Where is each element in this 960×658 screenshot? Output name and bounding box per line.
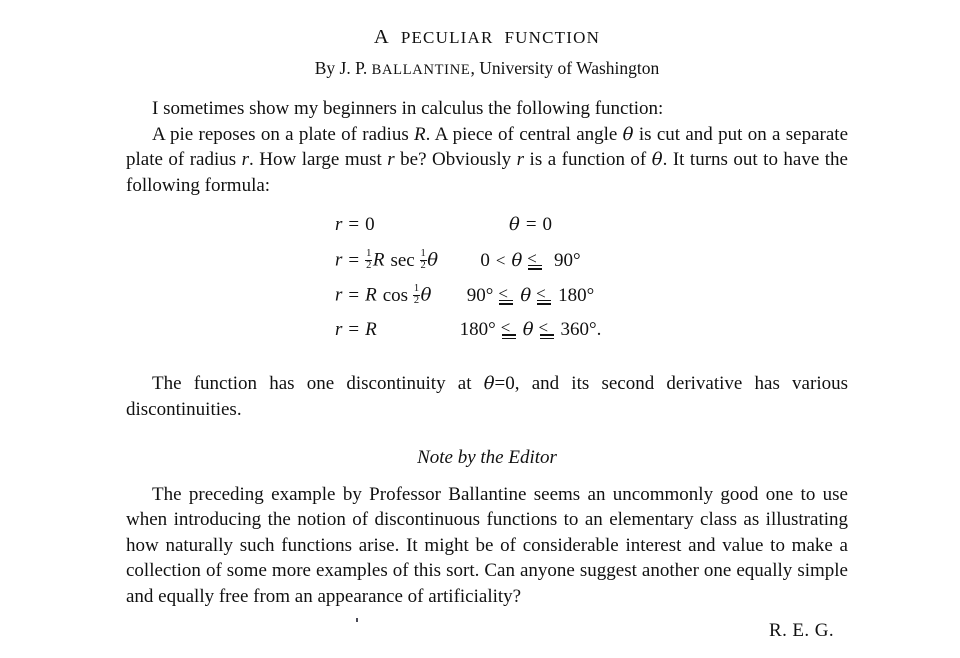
formula-3-func-cos: cos — [382, 284, 409, 306]
discontinuity-equation: =0 — [494, 373, 515, 395]
setup-symbol-theta-2: θ — [651, 149, 663, 171]
formula-1-lhs — [126, 214, 375, 236]
discontinuity-symbol-theta: θ — [483, 373, 495, 395]
setup-text-1: A pie reposes on a plate of radius — [152, 123, 415, 145]
formula-3-symbol-R: R — [365, 284, 377, 306]
formula-2-fraction-half: $\frac{1}{2}$ — [366, 248, 372, 271]
formula-3-equals: = — [348, 284, 360, 306]
formula-4-cond-right: 360°. — [560, 319, 602, 341]
formula-2-func-sec: sec — [390, 249, 415, 271]
formula-3-var: r — [335, 284, 343, 306]
formula-2-symbol-theta: θ — [427, 249, 439, 271]
formula-1-equals: = — [348, 214, 360, 236]
formula-1-cond-theta: θ — [508, 214, 520, 236]
byline-prefix: By J. P. — [314, 58, 368, 78]
formula-4-expr: R — [365, 319, 377, 341]
editor-signature: R. E. G. — [769, 619, 834, 641]
formula-4-equals: = — [348, 319, 360, 341]
discontinuity-text-2: , and its second derivative has various discontinuities. — [126, 373, 848, 420]
formula-3-cond-right: 180° — [558, 284, 595, 306]
formula-4-cond-left: 180° — [459, 319, 496, 341]
setup-symbol-R: R — [414, 123, 426, 145]
text-column — [126, 0, 848, 643]
formula-1-cond-equals: = — [525, 214, 537, 236]
title-lead: A — [373, 26, 390, 48]
formula-row-2 — [126, 249, 848, 284]
paragraph-editor-note: The preceding example by Professor Ballantine seems an uncommonly good one to use when introducing the notion of discontinuous functions to an elementary class as illustrating how naturally such functions arise. It might be of considerable interest and value to make a collection of some more examples of this sort. Can anyone suggest another one equally simple and equally free from an appearance of artificiality? — [126, 483, 848, 607]
title-word-peculiar: PECULIAR — [400, 28, 494, 47]
formula-1-cond-right: 0 — [542, 214, 553, 236]
formula-2-fraction-half-2: $\frac{1}{2}$ — [420, 248, 426, 271]
formula-3-leqq-icon-2 — [536, 287, 553, 306]
formula-4-condition — [361, 319, 848, 341]
formula-4-lhs — [126, 319, 377, 341]
formula-3-cond-theta: θ — [520, 284, 532, 306]
setup-text-2: . A piece of central angle — [425, 123, 623, 145]
setup-text-5: be? Obviously — [394, 149, 517, 171]
setup-symbol-theta-1: θ — [622, 123, 634, 145]
formula-2-cond-right: 90° — [554, 249, 581, 271]
formula-3-leqq-icon-1 — [498, 287, 515, 306]
formula-row-3 — [126, 284, 848, 319]
page-title — [126, 24, 848, 51]
setup-symbol-r-2: r — [387, 149, 395, 171]
byline — [126, 57, 848, 82]
formula-2-less-than: < — [495, 250, 506, 270]
formula-1-var: r — [335, 214, 343, 236]
setup-text-3: is cut and put on a separate plate of radius — [126, 123, 849, 171]
discontinuity-text-1: The function has one discontinuity at — [152, 373, 484, 395]
paragraph-intro — [126, 96, 848, 122]
formula-row-1 — [126, 214, 848, 249]
formula-2-var: r — [335, 249, 343, 271]
paragraph-discontinuity — [126, 371, 848, 422]
byline-affiliation: , University of Washington — [470, 58, 660, 78]
paragraph-intro-text: I sometimes show my beginners in calculus the following function: — [152, 98, 664, 119]
formula-3-cond-left: 90° — [466, 284, 494, 306]
formula-1-condition — [361, 214, 848, 236]
formula-row-4 — [126, 319, 848, 354]
setup-text-7: . It turns out to have the following formula: — [126, 149, 848, 196]
setup-text-6: is a function of — [524, 149, 652, 171]
formula-3-lhs — [126, 283, 432, 306]
formula-4-leqq-icon-1 — [501, 321, 518, 340]
formula-1-expr: 0 — [365, 214, 375, 236]
formula-2-lhs — [126, 248, 439, 271]
formula-2-cond-left: 0 — [480, 249, 490, 271]
formula-2-leqq-icon — [527, 252, 544, 271]
setup-text-4: . How large must — [249, 149, 388, 171]
formula-4-leqq-icon-2 — [539, 321, 556, 340]
formula-display — [126, 214, 848, 354]
formula-3-fraction-half: $\frac{1}{2}$ — [413, 283, 420, 306]
formula-2-cond-theta: θ — [511, 249, 523, 271]
byline-author: BALLANTINE — [371, 62, 471, 78]
formula-2-symbol-R: R — [372, 249, 385, 271]
formula-2-condition — [361, 250, 848, 272]
title-word-function: FUNCTION — [504, 28, 601, 47]
formula-4-var: r — [335, 319, 343, 341]
note-by-the-editor-heading: Note by the Editor — [417, 446, 557, 468]
setup-symbol-r-3: r — [516, 149, 525, 171]
scan-speck-artifact — [356, 618, 358, 622]
formula-2-equals: = — [348, 249, 360, 271]
formula-3-condition — [361, 285, 848, 307]
formula-3-symbol-theta: θ — [420, 284, 432, 306]
formula-4-cond-theta: θ — [522, 319, 534, 341]
paragraph-setup — [126, 122, 848, 199]
setup-symbol-r-1: r — [241, 149, 250, 171]
